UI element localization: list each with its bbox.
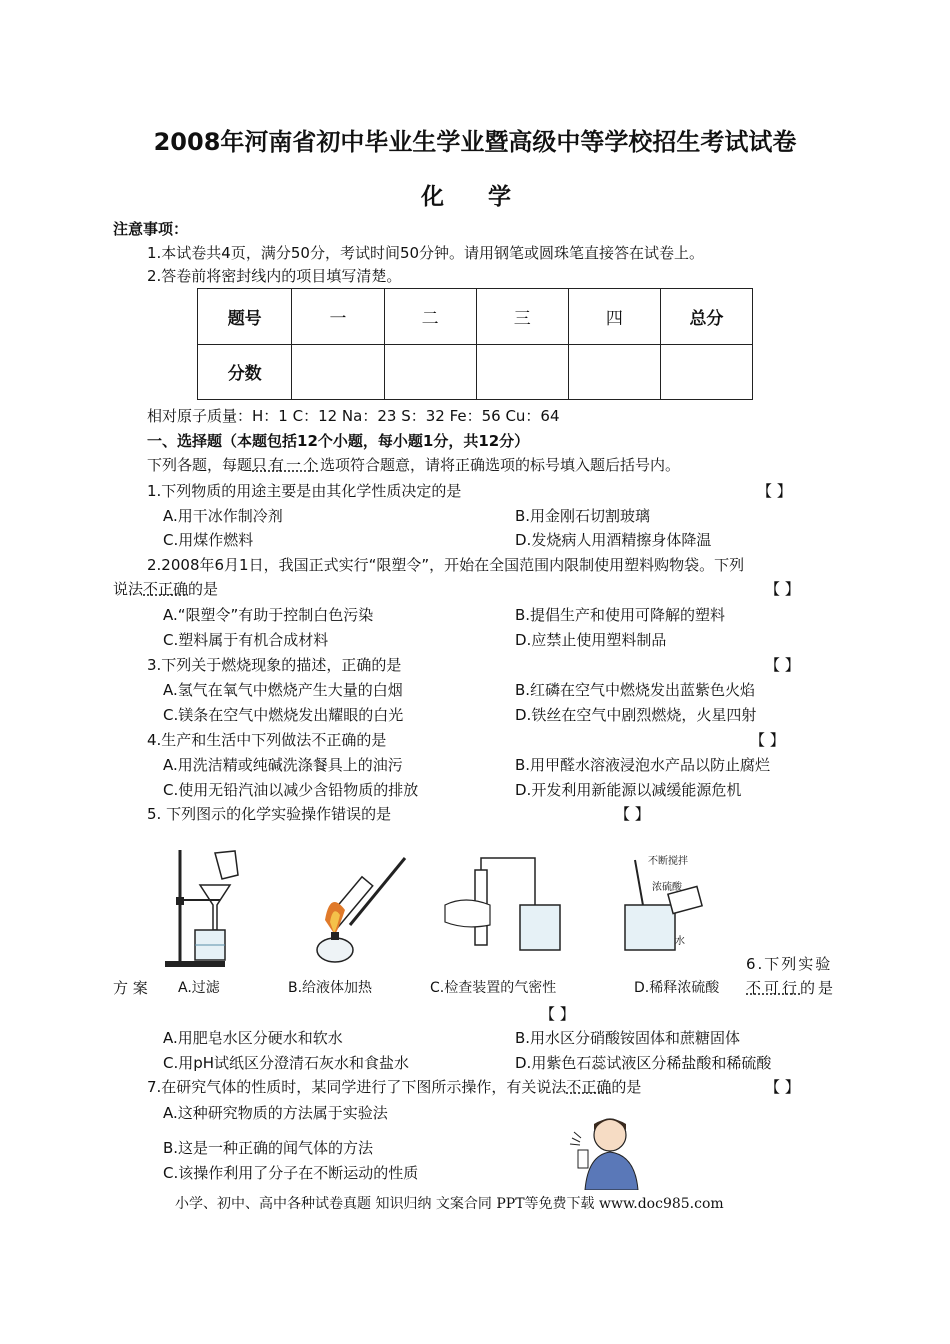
q6-stem-text: 的是 <box>800 979 837 997</box>
score-table-score-row <box>198 344 753 400</box>
q2-option-c: C.塑料属于有机合成材料 <box>163 631 329 649</box>
q5-label-water: 水 <box>675 936 685 947</box>
score-cell: 题号 <box>198 289 292 345</box>
q7-option-a: A.这种研究物质的方法属于实验法 <box>163 1104 388 1122</box>
q3-option-b: B.红磷在空气中燃烧发出蓝紫色火焰 <box>515 681 756 699</box>
atomic-masses: 相对原子质量：H：1 C：12 Na：23 S：32 Fe：56 Cu：64 <box>147 407 560 425</box>
section-1-heading: 一、选择题（本题包括12个小题，每小题1分，共12分） <box>147 432 530 450</box>
q1-option-c: C.用煤作燃料 <box>163 531 254 549</box>
score-input-cell[interactable] <box>660 344 752 400</box>
score-table-header-row <box>198 289 753 345</box>
section-1-instruction <box>147 454 680 475</box>
q6-answer-bracket[interactable]: 【 】 <box>540 1005 575 1023</box>
q7-option-c: C.该操作利用了分子在不断运动的性质 <box>163 1164 419 1182</box>
q7-answer-bracket[interactable]: 【 】 <box>765 1078 800 1096</box>
score-cell: 三 <box>476 289 568 345</box>
q7-option-b: B.这是一种正确的闻气体的方法 <box>163 1139 374 1157</box>
score-input-cell[interactable] <box>568 344 660 400</box>
instruction-text: 下列各题，每题 <box>147 456 253 474</box>
q7-stem <box>147 1076 641 1097</box>
q1-answer-bracket[interactable]: 【 】 <box>757 482 792 500</box>
q4-option-a: A.用洗洁精或纯碱洗涤餐具上的油污 <box>163 756 403 774</box>
filtration-figure <box>160 845 250 970</box>
q1-option-d: D.发烧病人用酒精擦身体降温 <box>515 531 712 549</box>
q7-stem-text: 7.在研究气体的性质时，某同学进行了下图所示操作，有关说法 <box>147 1078 567 1096</box>
instruction-emphasis: 只有一个 <box>252 456 321 474</box>
q3-stem: 3.下列关于燃烧现象的描述，正确的是 <box>147 656 402 674</box>
q6-stem-a: 6.下列实验 <box>746 955 833 973</box>
q6-option-a: A.用肥皂水区分硬水和软水 <box>163 1029 343 1047</box>
exam-subject: 化 学 <box>420 184 529 210</box>
q6-stem-b: 方 案 <box>113 979 148 997</box>
q2-option-b: B.提倡生产和使用可降解的塑料 <box>515 606 726 624</box>
student-smelling-figure <box>560 1110 660 1190</box>
q6-stem-tail <box>746 977 836 998</box>
q5-caption-a: A.过滤 <box>178 980 220 996</box>
score-table <box>197 288 753 400</box>
q5-caption-c: C.检查装置的气密性 <box>430 980 557 996</box>
note-line-1: 1.本试卷共4页，满分50分，考试时间50分钟。请用钢笔或圆珠笔直接答在试卷上。 <box>147 244 705 262</box>
q7-stem-text: 的是 <box>611 1078 642 1096</box>
q2-stem-emphasis: 不正确 <box>143 580 189 598</box>
q5-label-stir: 不断搅拌 <box>648 856 688 867</box>
score-cell: 一 <box>292 289 384 345</box>
score-cell: 二 <box>384 289 476 345</box>
instruction-text: 选项符合题意，请将正确选项的标号填入题后括号内。 <box>320 456 681 474</box>
airtightness-figure <box>440 850 590 960</box>
q5-stem: 5. 下列图示的化学实验操作错误的是 <box>147 805 392 823</box>
score-input-cell[interactable] <box>476 344 568 400</box>
q3-option-a: A.氢气在氧气中燃烧产生大量的白烟 <box>163 681 403 699</box>
q4-option-c: C.使用无铅汽油以减少含铅物质的排放 <box>163 781 419 799</box>
score-input-cell[interactable] <box>292 344 384 400</box>
q2-stem-line1: 2.2008年6月1日，我国正式实行“限塑令”，开始在全国范围内限制使用塑料购物袋。下列 <box>147 556 745 574</box>
q1-option-a: A.用干冰作制冷剂 <box>163 507 283 525</box>
q3-option-d: D.铁丝在空气中剧烈燃烧，火星四射 <box>515 706 757 724</box>
notes-heading: 注意事项： <box>113 220 189 238</box>
q5-label-acid: 浓硫酸 <box>652 882 682 893</box>
q6-option-b: B.用水区分硝酸铵固体和蔗糖固体 <box>515 1029 741 1047</box>
q5-caption-b: B.给液体加热 <box>288 980 373 996</box>
q2-stem-text: 的是 <box>188 580 219 598</box>
q1-option-b: B.用金刚石切割玻璃 <box>515 507 651 525</box>
q6-option-d: D.用紫色石蕊试液区分稀盐酸和稀硫酸 <box>515 1054 772 1072</box>
exam-title: 2008年河南省初中毕业生学业暨高级中等学校招生考试试卷 <box>153 128 797 156</box>
page-footer: 小学、初中、高中各种试卷真题 知识归纳 文案合同 PPT等免费下载 www.doc985.com <box>175 1196 724 1212</box>
q7-stem-emphasis: 不正确 <box>566 1078 612 1096</box>
q5-answer-bracket[interactable]: 【 】 <box>615 805 650 823</box>
score-cell: 分数 <box>198 344 292 400</box>
q6-stem-emphasis: 不可行 <box>746 979 801 997</box>
score-cell: 四 <box>568 289 660 345</box>
q4-option-d: D.开发利用新能源以减缓能源危机 <box>515 781 742 799</box>
q4-answer-bracket[interactable]: 【 】 <box>750 731 785 749</box>
q2-answer-bracket[interactable]: 【 】 <box>765 580 800 598</box>
q2-option-a: A.“限塑令”有助于控制白色污染 <box>163 606 374 624</box>
score-input-cell[interactable] <box>384 344 476 400</box>
q4-stem: 4.生产和生活中下列做法不正确的是 <box>147 731 387 749</box>
note-line-2: 2.答卷前将密封线内的项目填写清楚。 <box>147 267 402 285</box>
q3-option-c: C.镁条在空气中燃烧发出耀眼的白光 <box>163 706 404 724</box>
q6-option-c: C.用pH试纸区分澄清石灰水和食盐水 <box>163 1054 410 1072</box>
q2-stem-text: 说法 <box>113 580 144 598</box>
q4-option-b: B.用甲醛水溶液浸泡水产品以防止腐烂 <box>515 756 771 774</box>
q2-stem-line2 <box>113 578 218 599</box>
score-cell: 总分 <box>660 289 752 345</box>
q1-stem: 1.下列物质的用途主要是由其化学性质决定的是 <box>147 482 462 500</box>
q3-answer-bracket[interactable]: 【 】 <box>765 656 800 674</box>
heating-figure <box>305 850 415 970</box>
q5-caption-d: D.稀释浓硫酸 <box>634 980 720 996</box>
q2-option-d: D.应禁止使用塑料制品 <box>515 631 667 649</box>
